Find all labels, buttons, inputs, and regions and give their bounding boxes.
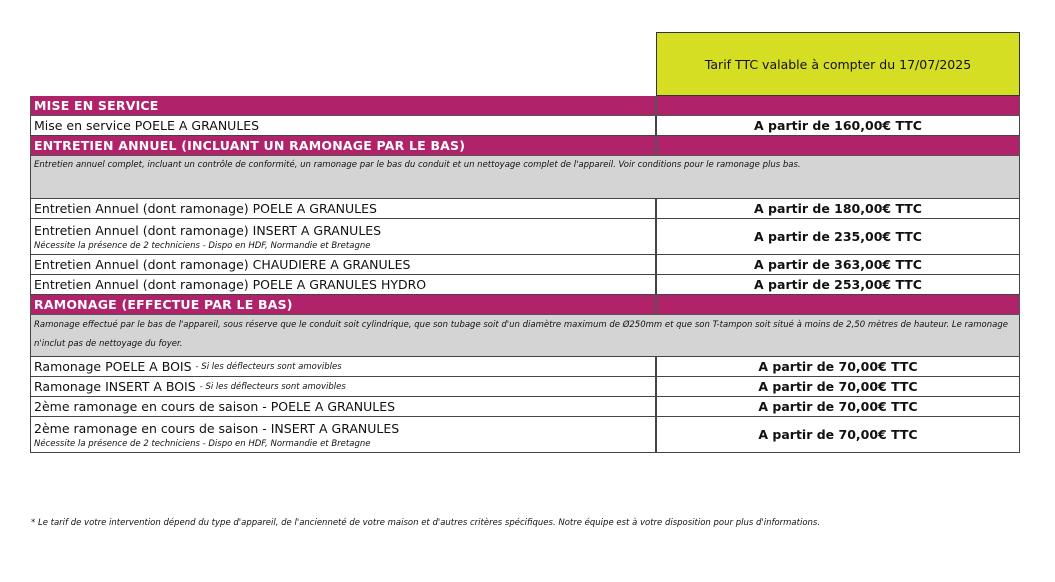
service-label: 2ème ramonage en cours de saison - INSERT A GRANULES xyxy=(34,420,400,436)
service-label: Entretien Annuel (dont ramonage) CHAUDIERE A GRANULES xyxy=(30,255,656,275)
service-label: Ramonage POELE A BOIS xyxy=(34,359,192,374)
service-price: A partir de 253,00€ TTC xyxy=(656,275,1020,295)
service-cell xyxy=(30,219,656,255)
section-mise-en-service xyxy=(30,96,1020,116)
pricing-table xyxy=(30,32,1020,453)
table-row xyxy=(30,199,1020,219)
section-description: Entretien annuel complet, incluant un contrôle de conformité, un ramonage par le bas du conduit et un nettoyage complet de l'appareil. Voir conditions pour le ramonage plus bas. xyxy=(30,156,1020,199)
section-ramonage xyxy=(30,295,1020,315)
service-price: A partir de 70,00€ TTC xyxy=(656,417,1020,453)
service-label: Entretien Annuel (dont ramonage) POELE A GRANULES xyxy=(30,199,656,219)
service-price: A partir de 70,00€ TTC xyxy=(656,377,1020,397)
table-row xyxy=(30,255,1020,275)
service-price: A partir de 70,00€ TTC xyxy=(656,357,1020,377)
service-inline-note: - Si les déflecteurs sont amovibles xyxy=(195,361,342,372)
table-row xyxy=(30,116,1020,136)
service-price: A partir de 160,00€ TTC xyxy=(656,116,1020,136)
table-row xyxy=(30,357,1020,377)
header-empty-cell xyxy=(30,32,656,96)
table-row xyxy=(30,377,1020,397)
tariff-header-label: Tarif TTC valable à compter du 17/07/2025 xyxy=(704,56,972,72)
service-label: Entretien Annuel (dont ramonage) INSERT A GRANULES xyxy=(34,222,382,238)
service-cell xyxy=(30,377,656,397)
service-cell xyxy=(30,417,656,453)
section-title: RAMONAGE (EFFECTUE PAR LE BAS) xyxy=(30,295,656,315)
service-note: Nécessite la présence de 2 techniciens - Dispo en HDF, Normandie et Bretagne xyxy=(34,438,371,449)
service-label: Mise en service POELE A GRANULES xyxy=(30,116,656,136)
service-cell xyxy=(30,357,656,377)
tariff-header-cell xyxy=(656,32,1020,96)
section-spacer xyxy=(656,136,1020,156)
table-row xyxy=(30,397,1020,417)
service-label: Entretien Annuel (dont ramonage) POELE A GRANULES HYDRO xyxy=(30,275,656,295)
service-price: A partir de 363,00€ TTC xyxy=(656,255,1020,275)
service-price: A partir de 180,00€ TTC xyxy=(656,199,1020,219)
section-entretien xyxy=(30,136,1020,156)
section-spacer xyxy=(656,295,1020,315)
header-row xyxy=(30,32,1020,96)
footnote: * Le tarif de votre intervention dépend du type d'appareil, de l'ancienneté de votre maison et d'autres critères spécifiques. Notre équipe est à votre disposition pour plus d'informations. xyxy=(31,518,821,528)
section-spacer xyxy=(656,96,1020,116)
service-note: Nécessite la présence de 2 techniciens - Dispo en HDF, Normandie et Bretagne xyxy=(34,240,371,251)
service-inline-note: - Si les déflecteurs sont amovibles xyxy=(199,381,346,392)
table-row xyxy=(30,417,1020,453)
service-price: A partir de 70,00€ TTC xyxy=(656,397,1020,417)
section-description: Ramonage effectué par le bas de l'appareil, sous réserve que le conduit soit cylindrique, que son tubage soit d'un diamètre maximum de Ø250mm et que son T-tampon soit situé à moins de 2,50 mètres de hauteur. Le ramonage n'inclut pas de nettoyage du foyer. xyxy=(30,315,1020,357)
section-title: ENTRETIEN ANNUEL (INCLUANT UN RAMONAGE PAR LE BAS) xyxy=(30,136,656,156)
table-row xyxy=(30,219,1020,255)
section-title: MISE EN SERVICE xyxy=(30,96,656,116)
table-row xyxy=(30,275,1020,295)
service-price: A partir de 235,00€ TTC xyxy=(656,219,1020,255)
service-label: Ramonage INSERT A BOIS xyxy=(34,379,196,394)
service-label: 2ème ramonage en cours de saison - POELE A GRANULES xyxy=(30,397,656,417)
